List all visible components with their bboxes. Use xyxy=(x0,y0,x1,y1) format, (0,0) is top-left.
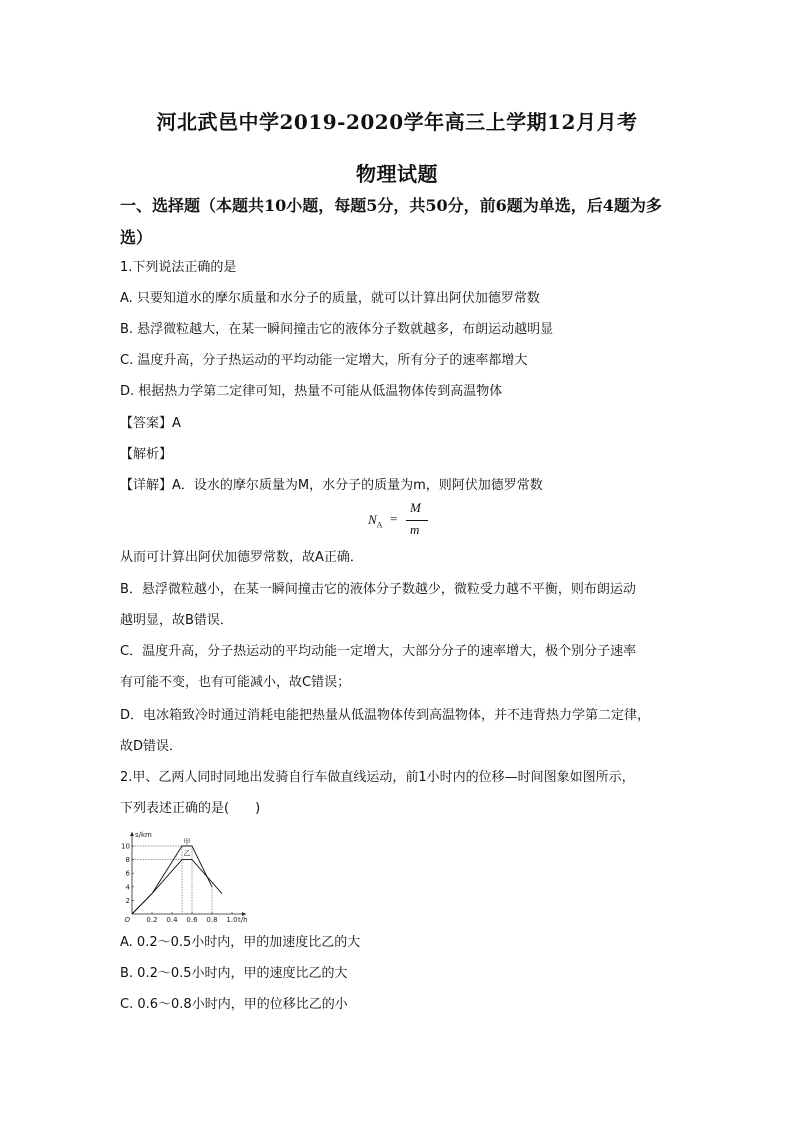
question-2-stem-cont: 下列表述正确的是( ) xyxy=(120,801,261,816)
origin-label: O xyxy=(124,916,130,924)
y-tick-label: 10 xyxy=(121,842,130,851)
detail-line: C．温度升高，分子热运动的平均动能一定增大，大部分分子的速率增大，极个别分子速率 xyxy=(120,644,637,659)
answer-tag: 【答案】A xyxy=(120,416,181,431)
y-tick-label: 8 xyxy=(125,856,130,865)
detail-line: 有可能不变，也有可能减小，故C错误； xyxy=(120,675,351,690)
displacement-time-graph xyxy=(118,828,258,924)
question-1-stem: 1.下列说法正确的是 xyxy=(120,260,237,275)
detail-line: D．电冰箱致冷时通过消耗电能把热量从低温物体传到高温物体，并不违背热力学第二定律， xyxy=(120,708,651,723)
analysis-tag: 【解析】 xyxy=(120,447,173,462)
question-2-option-a: A. 0.2～0.5小时内，甲的加速度比乙的大 xyxy=(120,935,361,950)
formula-equals: = xyxy=(390,511,398,526)
series-line-yi xyxy=(132,860,222,914)
graph-labels xyxy=(121,831,247,924)
question-2-stem: 2.甲、乙两人同时同地出发骑自行车做直线运动，前1小时内的位移—时间图象如图所示， xyxy=(120,770,635,785)
x-tick-label: 0.6 xyxy=(186,916,198,924)
y-tick-label: 2 xyxy=(125,896,130,905)
detail-intro: 【详解】A．设水的摩尔质量为M，水分子的质量为m，则阿伏加德罗常数 xyxy=(120,478,543,493)
detail-line: 故D错误． xyxy=(120,739,183,754)
y-axis-label: s/km xyxy=(135,831,152,839)
formula-denominator: m xyxy=(410,522,420,537)
x-tick-label: 1.0 xyxy=(226,916,238,924)
question-2-option-c: C. 0.6～0.8小时内，甲的位移比乙的小 xyxy=(120,997,348,1012)
question-1-option-b: B. 悬浮微粒越大，在某一瞬间撞击它的液体分子数就越多，布朗运动越明显 xyxy=(120,322,554,337)
detail-line: 越明显，故B错误． xyxy=(120,613,233,628)
series-line-jia xyxy=(132,846,212,914)
x-axis-label: t/h xyxy=(238,916,248,924)
series-label: 甲 xyxy=(183,838,191,846)
formula-lhs: $N_A$ xyxy=(368,512,383,530)
question-1-option-a: A. 只要知道水的摩尔质量和水分子的质量，就可以计算出阿伏加德罗常数 xyxy=(120,291,540,306)
question-1-option-c: C. 温度升高，分子热运动的平均动能一定增大，所有分子的速率都增大 xyxy=(120,353,528,368)
formula-lhs-subscript: A xyxy=(376,520,383,530)
avogadro-formula xyxy=(368,500,458,544)
question-2-option-b: B. 0.2～0.5小时内，甲的速度比乙的大 xyxy=(120,966,348,981)
document-title: 河北武邑中学2019-2020学年高三上学期12月月考 xyxy=(156,110,638,134)
fraction-bar xyxy=(406,520,428,521)
y-tick-label: 6 xyxy=(125,869,130,878)
series-label: 乙 xyxy=(183,849,191,858)
formula-numerator: M xyxy=(410,500,421,515)
section-heading: 一、选择题（本题共10小题，每题5分，共50分，前6题为单选，后4题为多选） xyxy=(120,196,662,247)
document-subtitle: 物理试题 xyxy=(356,162,438,186)
y-tick-label: 4 xyxy=(125,883,130,892)
y-axis-arrow xyxy=(130,832,134,836)
question-1-option-d: D. 根据热力学第二定律可知，热量不可能从低温物体传到高温物体 xyxy=(120,384,503,399)
x-tick-label: 0.2 xyxy=(146,916,158,924)
detail-line: 从而可计算出阿伏加德罗常数，故A正确． xyxy=(120,550,363,565)
x-tick-label: 0.4 xyxy=(166,916,178,924)
detail-line: B．悬浮微粒越小，在某一瞬间撞击它的液体分子数越少，微粒受力越不平衡，则布朗运动 xyxy=(120,582,636,597)
x-tick-label: 0.8 xyxy=(206,916,218,924)
graph-series xyxy=(132,846,222,914)
graph-guides xyxy=(132,846,212,914)
